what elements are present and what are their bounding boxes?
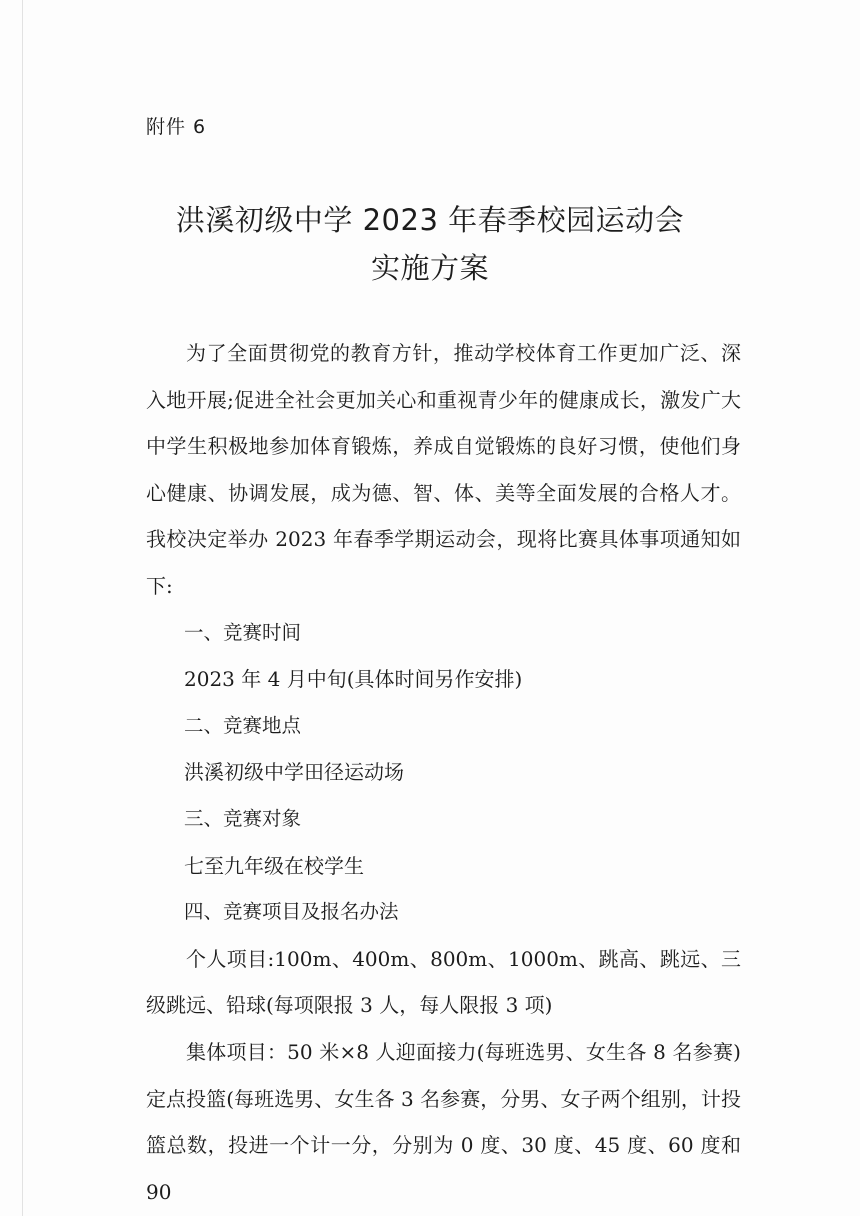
section-content-time: 2023 年 4 月中旬(具体时间另作安排) (184, 667, 523, 692)
document-title-line-1: 洪溪初级中学 2023 年春季校园运动会 (175, 203, 685, 237)
document-body (146, 330, 741, 1215)
section-content-venue: 洪溪初级中学田径运动场 (184, 760, 404, 785)
attachment-label: 附件 6 (146, 116, 207, 138)
section-heading-venue: 二、竞赛地点 (184, 713, 302, 737)
section-heading-time: 一、竞赛时间 (184, 620, 302, 644)
section-content-participants: 七至九年级在校学生 (184, 853, 364, 878)
scan-edge-line (22, 0, 23, 1216)
section-heading-participants: 三、竞赛对象 (184, 806, 302, 830)
document-title-line-2: 实施方案 (370, 251, 489, 285)
section-heading-events: 四、竞赛项目及报名办法 (184, 900, 399, 924)
intro-paragraph: 为了全面贯彻党的教育方针，推动学校体育工作更加广泛、深入地开展;促进全社会更加关心和重视青少年的健康成长，激发广大中学生积极地参加体育锻炼，养成自觉锻炼的良好习惯，使他们身心健康、协调发展，成为德、智、体、美等全面发展的合格人才。我校决定举办 2023 年春季学期运动会，现将比赛具体事项通知如下: (146, 341, 741, 598)
events-group-paragraph: 集体项目：50 米×8 人迎面接力(每班选男、女生各 8 名参赛) 定点投篮(每班选男、女生各 3 名参赛，分男、女子两个组别，计投篮总数，投进一个计一分，分别为 0 度、30 度、45 度、60 度和 90 (146, 1039, 741, 1204)
events-individual-paragraph: 个人项目:100m、400m、800m、1000m、跳高、跳远、三级跳远、铅球(每项限报 3 人，每人限报 3 项) (146, 946, 741, 1018)
